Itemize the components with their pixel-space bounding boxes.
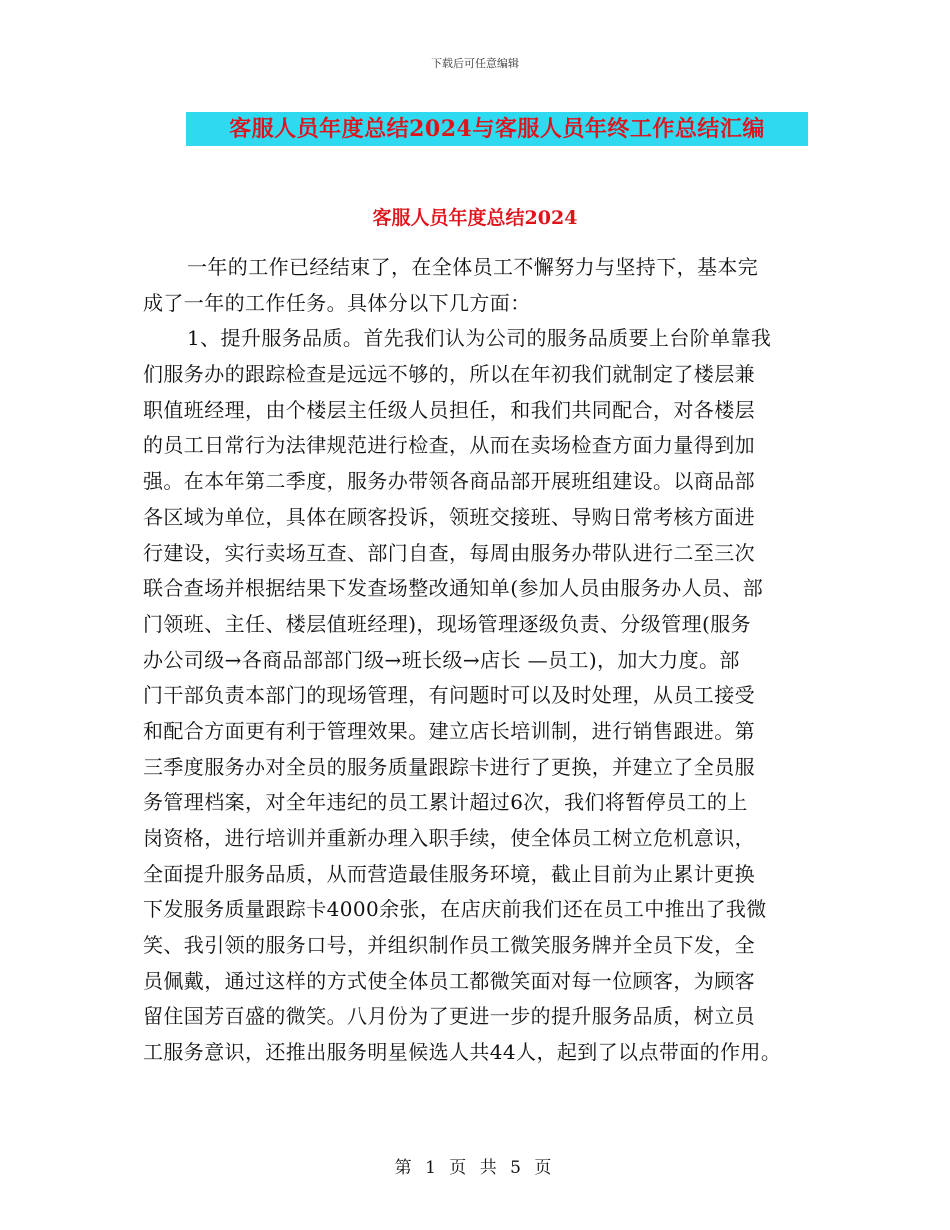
paragraph-line: 行建设，实行卖场互查、部门自查，每周由服务办带队进行二至三次	[143, 540, 755, 565]
paragraph-line: 联合查场并根据结果下发查场整改通知单(参加人员由服务办人员、部	[143, 576, 764, 601]
paragraph-line: 的员工日常行为法律规范进行检查，从而在卖场检查方面力量得到加	[143, 433, 755, 458]
section-title: 客服人员年度总结2024	[372, 207, 578, 229]
paragraph-line: 门干部负责本部门的现场管理，有问题时可以及时处理，从员工接受	[143, 683, 755, 708]
paragraph-line: 工服务意识，还推出服务明星候选人共44人，起到了以点带面的作用。	[143, 1040, 782, 1065]
paragraph-line: 成了一年的工作任务。具体分以下几方面：	[143, 290, 531, 315]
paragraph-line: 留住国芳百盛的微笑。八月份为了更进一步的提升服务品质，树立员	[143, 1004, 755, 1029]
paragraph-line: 门领班、主任、楼层值班经理)，现场管理逐级负责、分级管理(服务	[143, 611, 752, 636]
paragraph-line: 一年的工作已经结束了，在全体员工不懈努力与坚持下，基本完	[187, 255, 759, 279]
paragraph-line: 们服务办的跟踪检查是远远不够的，所以在年初我们就制定了楼层兼	[143, 362, 755, 387]
paragraph-line: 强。在本年第二季度，服务办带领各商品部开展班组建设。以商品部	[143, 469, 755, 494]
paragraph-line: 笑、我引领的服务口号，并组织制作员工微笑服务牌并全员下发，全	[143, 933, 755, 958]
paragraph-line: 务管理档案，对全年违纪的员工累计超过6次，我们将暂停员工的上	[143, 790, 748, 815]
paragraph-line: 员佩戴，通过这样的方式使全体员工都微笑面对每一位顾客，为顾客	[143, 968, 755, 993]
document-title: 客服人员年度总结2024与客服人员年终工作总结汇编	[186, 112, 808, 146]
paragraph-line: 办公司级→各商品部部门级→班长级→店长 —员工)，加大力度。部	[143, 647, 740, 672]
paragraph-line: 职值班经理，由个楼层主任级人员担任，和我们共同配合，对各楼层	[143, 397, 755, 422]
paragraph-line: 和配合方面更有利于管理效果。建立店长培训制，进行销售跟进。第	[143, 718, 755, 743]
paragraph-line: 1、提升服务品质。首先我们认为公司的服务品质要上台阶单靠我	[187, 326, 772, 351]
header-note: 下载后可任意编辑	[431, 57, 519, 70]
paragraph-line: 岗资格，进行培训并重新办理入职手续，使全体员工树立危机意识，	[143, 826, 755, 850]
paragraph-line: 全面提升服务品质，从而营造最佳服务环境，截止目前为止累计更换	[143, 861, 755, 886]
page-footer: 第 1 页 共 5 页	[394, 1158, 556, 1178]
paragraph-line: 下发服务质量跟踪卡4000余张，在店庆前我们还在员工中推出了我微	[143, 897, 767, 922]
body-text	[143, 250, 815, 1071]
paragraph-line: 三季度服务办对全员的服务质量跟踪卡进行了更换，并建立了全员服	[143, 754, 755, 779]
paragraph-line: 各区域为单位，具体在顾客投诉，领班交接班、导购日常考核方面进	[143, 504, 755, 529]
